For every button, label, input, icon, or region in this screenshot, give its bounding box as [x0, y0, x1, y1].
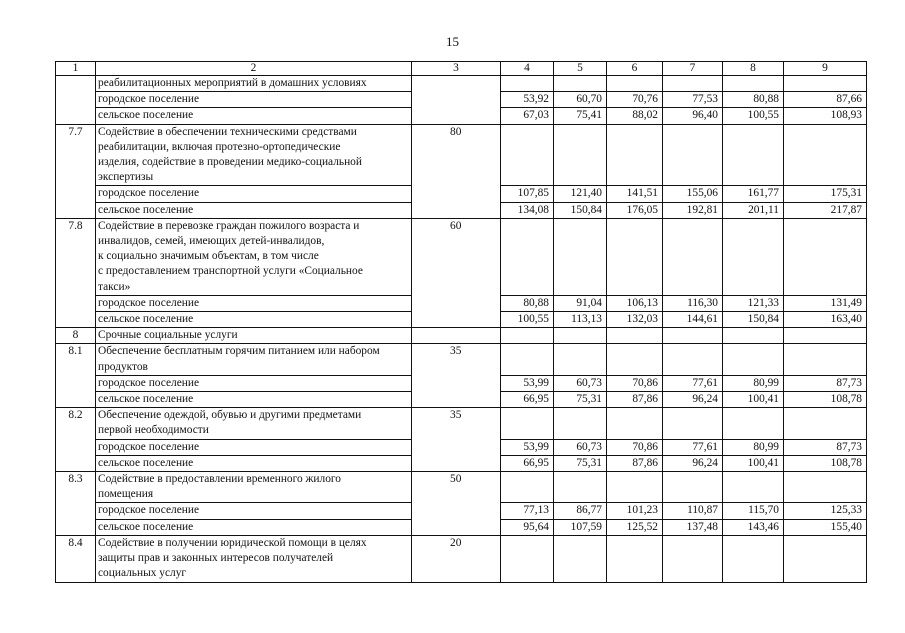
- row-number-cell: [56, 76, 96, 92]
- service-name-line: защиты прав и законных интересов получателей: [98, 552, 334, 565]
- tariff-value-cell: 75,31: [554, 455, 607, 471]
- settlement-type-cell: городское поселение: [96, 295, 412, 311]
- service-name-line: социальных услуг: [98, 567, 187, 580]
- row-number-cell: [56, 295, 96, 311]
- tariff-value-cell: 100,41: [723, 392, 784, 408]
- values-row: [56, 92, 867, 108]
- empty-value-cell: [723, 328, 784, 344]
- row-number-cell: [56, 312, 96, 328]
- norm-cell: [412, 76, 501, 92]
- settlement-type-cell: сельское поселение: [96, 455, 412, 471]
- empty-value-cell: [723, 344, 784, 375]
- empty-value-cell: [663, 472, 723, 503]
- empty-value-cell: [607, 535, 663, 582]
- norm-cell: [412, 439, 501, 455]
- page-number: 15: [446, 34, 459, 49]
- tariff-value-cell: 101,23: [607, 503, 663, 519]
- empty-value-cell: [723, 408, 784, 439]
- empty-value-cell: [607, 344, 663, 375]
- service-name-cell: [96, 124, 412, 186]
- service-name-line: помещения: [98, 488, 154, 501]
- column-header: 6: [607, 62, 663, 76]
- tariff-value-cell: 108,93: [784, 108, 867, 124]
- empty-value-cell: [554, 328, 607, 344]
- empty-value-cell: [607, 408, 663, 439]
- service-name-line: инвалидов, семей, имеющих детей-инвалидов,: [98, 235, 325, 248]
- tariff-value-cell: 86,77: [554, 503, 607, 519]
- norm-cell: 35: [412, 408, 501, 439]
- norm-cell: [412, 455, 501, 471]
- row-number-cell: [56, 439, 96, 455]
- tariff-value-cell: 53,99: [501, 375, 554, 391]
- empty-value-cell: [784, 408, 867, 439]
- norm-cell: [412, 503, 501, 519]
- settlement-type-cell: сельское поселение: [96, 202, 412, 218]
- tariff-value-cell: 80,88: [501, 295, 554, 311]
- empty-value-cell: [663, 76, 723, 92]
- tariff-value-cell: 137,48: [663, 519, 723, 535]
- tariff-value-cell: 176,05: [607, 202, 663, 218]
- norm-cell: [412, 375, 501, 391]
- column-header: 2: [96, 62, 412, 76]
- tariff-value-cell: 161,77: [723, 186, 784, 202]
- empty-value-cell: [501, 218, 554, 295]
- norm-cell: 20: [412, 535, 501, 582]
- service-name-line: изделия, содействие в проведении медико-социальной: [98, 156, 362, 169]
- empty-value-cell: [501, 124, 554, 186]
- column-header: 4: [501, 62, 554, 76]
- service-name-line: экспертизы: [98, 171, 154, 184]
- tariff-value-cell: 80,99: [723, 375, 784, 391]
- service-name-line: к социально значимым объектам, в том числе: [98, 250, 319, 263]
- column-numbers-row: [56, 62, 867, 76]
- settlement-type-cell: сельское поселение: [96, 108, 412, 124]
- tariff-value-cell: 91,04: [554, 295, 607, 311]
- empty-value-cell: [501, 472, 554, 503]
- service-row: [56, 124, 867, 186]
- table-body: [56, 76, 867, 583]
- tariff-value-cell: 87,73: [784, 375, 867, 391]
- empty-value-cell: [784, 218, 867, 295]
- column-header: 3: [412, 62, 501, 76]
- tariff-value-cell: 87,66: [784, 92, 867, 108]
- tariff-value-cell: 100,41: [723, 455, 784, 471]
- tariff-value-cell: 150,84: [554, 202, 607, 218]
- service-name-line: Содействие в обеспечении техническими средствами: [98, 125, 357, 138]
- column-header: 7: [663, 62, 723, 76]
- service-name-line: Содействие в перевозке граждан пожилого возраста и: [98, 219, 360, 232]
- row-number-cell: [56, 503, 96, 519]
- tariff-value-cell: 87,86: [607, 455, 663, 471]
- tariff-value-cell: 192,81: [663, 202, 723, 218]
- tariff-value-cell: 88,02: [607, 108, 663, 124]
- row-number-cell: [56, 392, 96, 408]
- values-row: [56, 519, 867, 535]
- tariff-value-cell: 77,53: [663, 92, 723, 108]
- values-row: [56, 108, 867, 124]
- tariff-value-cell: 131,49: [784, 295, 867, 311]
- service-name-line: Обеспечение одеждой, обувью и другими предметами: [98, 409, 362, 422]
- tariff-value-cell: 134,08: [501, 202, 554, 218]
- service-name-line: продуктов: [98, 360, 148, 373]
- tariff-value-cell: 87,73: [784, 439, 867, 455]
- values-row: [56, 186, 867, 202]
- column-header: 8: [723, 62, 784, 76]
- empty-value-cell: [607, 328, 663, 344]
- service-row: [56, 344, 867, 375]
- tariff-value-cell: 132,03: [607, 312, 663, 328]
- row-number-cell: [56, 108, 96, 124]
- tariff-value-cell: 113,13: [554, 312, 607, 328]
- service-row: [56, 472, 867, 503]
- group-title-cell: Срочные социальные услуги: [96, 328, 412, 344]
- service-name-cell: [96, 535, 412, 582]
- norm-cell: 80: [412, 124, 501, 186]
- values-row: [56, 312, 867, 328]
- tariff-value-cell: 108,78: [784, 455, 867, 471]
- row-number-cell: 8.1: [56, 344, 96, 375]
- empty-value-cell: [784, 76, 867, 92]
- empty-value-cell: [501, 76, 554, 92]
- tariff-value-cell: 163,40: [784, 312, 867, 328]
- values-row: [56, 439, 867, 455]
- tariff-value-cell: 96,24: [663, 392, 723, 408]
- empty-value-cell: [501, 535, 554, 582]
- norm-cell: [412, 202, 501, 218]
- row-number-cell: 8.2: [56, 408, 96, 439]
- tariff-value-cell: 87,86: [607, 392, 663, 408]
- tariff-value-cell: 116,30: [663, 295, 723, 311]
- tariff-value-cell: 115,70: [723, 503, 784, 519]
- norm-cell: [412, 392, 501, 408]
- row-number-cell: 8.3: [56, 472, 96, 503]
- continuation-row: [56, 76, 867, 92]
- empty-value-cell: [663, 124, 723, 186]
- tariff-value-cell: 80,99: [723, 439, 784, 455]
- empty-value-cell: [607, 76, 663, 92]
- row-number-cell: [56, 202, 96, 218]
- norm-cell: 60: [412, 218, 501, 295]
- service-row: [56, 408, 867, 439]
- empty-value-cell: [784, 344, 867, 375]
- service-name-line: Содействие в получении юридической помощи в целях: [98, 536, 367, 549]
- settlement-type-cell: городское поселение: [96, 92, 412, 108]
- tariff-value-cell: 106,13: [607, 295, 663, 311]
- tariff-value-cell: 77,61: [663, 375, 723, 391]
- service-name-cell: реабилитационных мероприятий в домашних условиях: [96, 76, 412, 92]
- tariff-value-cell: 150,84: [723, 312, 784, 328]
- norm-cell: [412, 328, 501, 344]
- tariff-value-cell: 80,88: [723, 92, 784, 108]
- service-name-cell: [96, 218, 412, 295]
- empty-value-cell: [554, 472, 607, 503]
- tariff-value-cell: 155,06: [663, 186, 723, 202]
- norm-cell: [412, 295, 501, 311]
- empty-value-cell: [501, 408, 554, 439]
- tariff-value-cell: 60,73: [554, 439, 607, 455]
- tariff-value-cell: 60,73: [554, 375, 607, 391]
- empty-value-cell: [723, 472, 784, 503]
- row-number-cell: 7.7: [56, 124, 96, 186]
- values-row: [56, 202, 867, 218]
- norm-cell: [412, 108, 501, 124]
- empty-value-cell: [501, 328, 554, 344]
- empty-value-cell: [663, 328, 723, 344]
- empty-value-cell: [554, 344, 607, 375]
- empty-value-cell: [663, 344, 723, 375]
- tariff-value-cell: 141,51: [607, 186, 663, 202]
- values-row: [56, 392, 867, 408]
- values-row: [56, 295, 867, 311]
- tariff-value-cell: 95,64: [501, 519, 554, 535]
- empty-value-cell: [554, 124, 607, 186]
- tariff-value-cell: 96,40: [663, 108, 723, 124]
- tariff-value-cell: 108,78: [784, 392, 867, 408]
- service-row: [56, 218, 867, 295]
- empty-value-cell: [784, 124, 867, 186]
- tariff-value-cell: 217,87: [784, 202, 867, 218]
- norm-cell: 50: [412, 472, 501, 503]
- tariff-value-cell: 70,86: [607, 439, 663, 455]
- empty-value-cell: [723, 535, 784, 582]
- service-name-line: Содействие в предоставлении временного жилого: [98, 473, 341, 486]
- values-row: [56, 375, 867, 391]
- row-number-cell: 7.8: [56, 218, 96, 295]
- tariff-value-cell: 175,31: [784, 186, 867, 202]
- tariff-value-cell: 201,11: [723, 202, 784, 218]
- tariff-value-cell: 67,03: [501, 108, 554, 124]
- empty-value-cell: [663, 408, 723, 439]
- settlement-type-cell: сельское поселение: [96, 519, 412, 535]
- tariff-value-cell: 60,70: [554, 92, 607, 108]
- tariff-value-cell: 77,13: [501, 503, 554, 519]
- empty-value-cell: [723, 124, 784, 186]
- empty-value-cell: [607, 218, 663, 295]
- tariff-value-cell: 75,31: [554, 392, 607, 408]
- settlement-type-cell: городское поселение: [96, 375, 412, 391]
- empty-value-cell: [554, 535, 607, 582]
- values-row: [56, 503, 867, 519]
- empty-value-cell: [723, 218, 784, 295]
- tariff-value-cell: 125,33: [784, 503, 867, 519]
- settlement-type-cell: сельское поселение: [96, 312, 412, 328]
- settlement-type-cell: городское поселение: [96, 439, 412, 455]
- row-number-cell: [56, 375, 96, 391]
- service-name-line: с предоставлением транспортной услуги «Социальное: [98, 265, 363, 278]
- row-number-cell: [56, 519, 96, 535]
- empty-value-cell: [663, 535, 723, 582]
- service-name-line: Обеспечение бесплатным горячим питанием или набором: [98, 345, 380, 358]
- row-number-cell: [56, 455, 96, 471]
- empty-value-cell: [554, 408, 607, 439]
- tariff-value-cell: 66,95: [501, 392, 554, 408]
- tariff-table: [55, 61, 867, 583]
- row-number-cell: [56, 92, 96, 108]
- values-row: [56, 455, 867, 471]
- empty-value-cell: [554, 218, 607, 295]
- tariff-value-cell: 75,41: [554, 108, 607, 124]
- norm-cell: [412, 312, 501, 328]
- tariff-value-cell: 66,95: [501, 455, 554, 471]
- empty-value-cell: [554, 76, 607, 92]
- tariff-value-cell: 107,59: [554, 519, 607, 535]
- tariff-value-cell: 144,61: [663, 312, 723, 328]
- empty-value-cell: [607, 124, 663, 186]
- service-row: [56, 535, 867, 582]
- tariff-value-cell: 96,24: [663, 455, 723, 471]
- column-header: 9: [784, 62, 867, 76]
- tariff-value-cell: 125,52: [607, 519, 663, 535]
- service-name-cell: [96, 472, 412, 503]
- tariff-value-cell: 70,86: [607, 375, 663, 391]
- tariff-value-cell: 155,40: [784, 519, 867, 535]
- group-heading-row: [56, 328, 867, 344]
- empty-value-cell: [784, 328, 867, 344]
- norm-cell: [412, 186, 501, 202]
- service-name-line: первой необходимости: [98, 424, 209, 437]
- service-name-cell: [96, 344, 412, 375]
- tariff-value-cell: 143,46: [723, 519, 784, 535]
- empty-value-cell: [723, 76, 784, 92]
- row-number-cell: 8.4: [56, 535, 96, 582]
- service-name-line: такси»: [98, 280, 131, 293]
- tariff-value-cell: 100,55: [501, 312, 554, 328]
- settlement-type-cell: городское поселение: [96, 503, 412, 519]
- empty-value-cell: [784, 472, 867, 503]
- tariff-value-cell: 100,55: [723, 108, 784, 124]
- empty-value-cell: [607, 472, 663, 503]
- service-name-cell: [96, 408, 412, 439]
- column-header: 5: [554, 62, 607, 76]
- tariff-value-cell: 110,87: [663, 503, 723, 519]
- tariff-value-cell: 107,85: [501, 186, 554, 202]
- norm-cell: 35: [412, 344, 501, 375]
- row-number-cell: 8: [56, 328, 96, 344]
- settlement-type-cell: сельское поселение: [96, 392, 412, 408]
- tariff-value-cell: 121,40: [554, 186, 607, 202]
- tariff-value-cell: 53,92: [501, 92, 554, 108]
- tariff-value-cell: 53,99: [501, 439, 554, 455]
- empty-value-cell: [501, 344, 554, 375]
- norm-cell: [412, 92, 501, 108]
- norm-cell: [412, 519, 501, 535]
- settlement-type-cell: городское поселение: [96, 186, 412, 202]
- column-header: 1: [56, 62, 96, 76]
- empty-value-cell: [784, 535, 867, 582]
- service-name-line: реабилитации, включая протезно-ортопедические: [98, 140, 341, 153]
- row-number-cell: [56, 186, 96, 202]
- tariff-value-cell: 77,61: [663, 439, 723, 455]
- empty-value-cell: [663, 218, 723, 295]
- tariff-value-cell: 121,33: [723, 295, 784, 311]
- tariff-value-cell: 70,76: [607, 92, 663, 108]
